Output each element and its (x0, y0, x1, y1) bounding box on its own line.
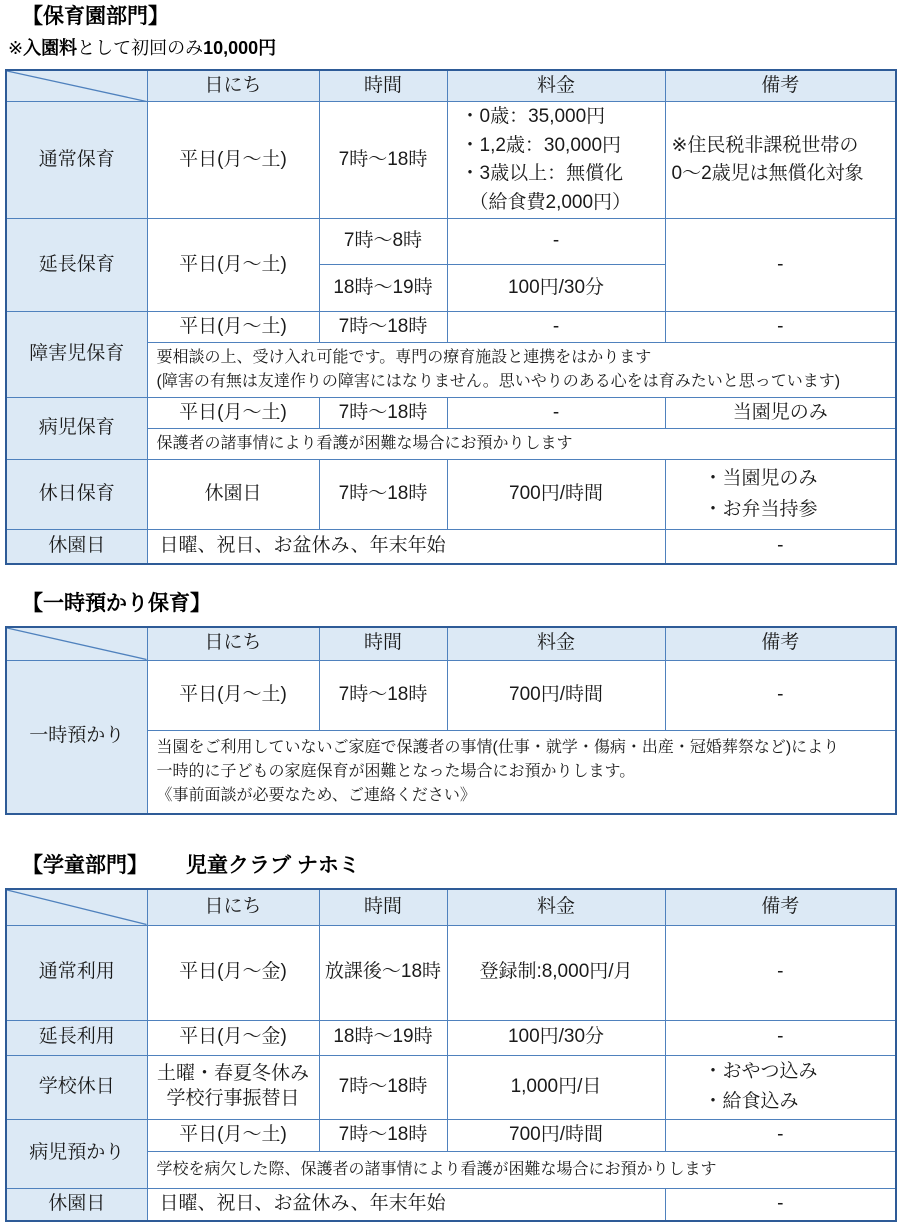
row-encho-riyo (6, 1020, 896, 1055)
section3-title (22, 853, 900, 879)
diagonal-header-cell (6, 627, 147, 660)
byoji-date: 平日(月〜土) (147, 398, 319, 429)
row-label-encho-riyo: 延長利用 (6, 1020, 147, 1055)
diagonal-line-icon (7, 628, 147, 660)
col-header-date: 日にち (147, 70, 319, 102)
byoji-fee: - (447, 398, 665, 429)
tsujo-riyo-time: 放課後〜18時 (319, 925, 447, 1020)
row-kyujitsu-hoiku (6, 460, 896, 530)
row-label-ichiji-azukari: 一時預かり (6, 660, 147, 814)
remarks-line: ・当園児のみ (703, 468, 818, 490)
row-byoji-azukari (6, 1119, 896, 1151)
row-label-kyuenbi: 休園日 (6, 530, 147, 564)
row-label-shogaiji-hoiku: 障害児保育 (6, 312, 147, 398)
section1-title: 【保育園部門】 (22, 5, 169, 28)
col-header-date: 日にち (147, 627, 319, 660)
row-tsujo-riyo (6, 925, 896, 1020)
col-header-remarks: 備考 (665, 70, 896, 102)
kyujitsu-date: 休園日 (147, 460, 319, 530)
tsujo-date: 平日(月〜土) (147, 102, 319, 219)
col-header-time: 時間 (319, 889, 447, 925)
row-label-byoji-hoiku: 病児保育 (6, 398, 147, 460)
shogaiji-time: 7時〜18時 (319, 312, 447, 343)
encho-riyo-fee: 100円/30分 (447, 1020, 665, 1055)
remarks-line: ・おやつ込み (703, 1060, 818, 1082)
ichiji-remarks: - (665, 660, 896, 730)
encho-time-2: 18時〜19時 (319, 265, 447, 312)
col-header-fee: 料金 (447, 627, 665, 660)
encho-riyo-remarks: - (665, 1020, 896, 1055)
encho-riyo-time: 18時〜19時 (319, 1020, 447, 1055)
encho-time-1: 7時〜8時 (319, 219, 447, 265)
table1-header-row (6, 70, 896, 102)
kyujitsu-remarks (665, 460, 896, 530)
shogaiji-note-cell (147, 343, 896, 398)
note-mid: として初回のみ (77, 38, 204, 59)
tsujo-fee-list (447, 102, 665, 219)
byoji-note-cell: 保護者の諸事情により看護が困難な場合にお預かりします (147, 429, 896, 460)
remarks-line: ・お弁当持参 (703, 498, 818, 520)
col-header-fee: 料金 (447, 889, 665, 925)
encho-remarks: - (665, 219, 896, 312)
kyuenbi-gakudo-remarks: - (665, 1188, 896, 1221)
shogaiji-fee: - (447, 312, 665, 343)
kyuenbi-gakudo-dates: 日曜、祝日、お盆休み、年末年始 (147, 1188, 665, 1221)
gakudo-fee-table (5, 888, 897, 1222)
table2-header-row (6, 627, 896, 660)
date-line: 学校行事振替日 (166, 1088, 300, 1110)
note-bold-amount: 10,000円 (203, 38, 277, 59)
tsujo-riyo-fee: 登録制:8,000円/月 (447, 925, 665, 1020)
note-line: 一時的に子どもの家庭保育が困難となった場合にお預かりします。 (156, 762, 636, 780)
section1-entry-fee-note (8, 37, 900, 60)
row-ichiji-azukari (6, 660, 896, 730)
byoji-azukari-remarks: - (665, 1119, 896, 1151)
remarks-line: ・給食込み (703, 1091, 799, 1113)
ichiji-time: 7時〜18時 (319, 660, 447, 730)
row-label-kyujitsu-hoiku: 休日保育 (6, 460, 147, 530)
shogaiji-remarks: - (665, 312, 896, 343)
diagonal-header-cell (6, 70, 147, 102)
row-encho-hoiku-1 (6, 219, 896, 265)
row-label-tsujo-hoiku: 通常保育 (6, 102, 147, 219)
tsujo-riyo-date: 平日(月〜金) (147, 925, 319, 1020)
byoji-azukari-fee: 700円/時間 (447, 1119, 665, 1151)
encho-date: 平日(月〜土) (147, 219, 319, 312)
date-line: 土曜・春夏冬休み (156, 1063, 309, 1085)
kyujitsu-fee: 700円/時間 (447, 460, 665, 530)
col-header-time: 時間 (319, 627, 447, 660)
tsujo-remarks (665, 102, 896, 219)
row-kyuenbi (6, 530, 896, 564)
byoji-azukari-date: 平日(月〜土) (147, 1119, 319, 1151)
note-bold-entry-fee: 入園料 (23, 38, 78, 59)
hoikuen-fee-table (5, 69, 897, 565)
tsujo-time: 7時〜18時 (319, 102, 447, 219)
row-label-kyuenbi-gakudo: 休園日 (6, 1188, 147, 1221)
col-header-remarks: 備考 (665, 627, 896, 660)
col-header-remarks: 備考 (665, 889, 896, 925)
remarks-line: ※住民税非課税世帯の (671, 134, 859, 156)
gakko-remarks (665, 1055, 896, 1119)
section2-title: 【一時預かり保育】 (22, 591, 211, 615)
diagonal-line-icon (7, 71, 147, 102)
note-line: 《事前面談が必要なため、ご連絡ください》 (156, 786, 476, 804)
row-tsujo-hoiku (6, 102, 896, 219)
ichiji-azukari-table (5, 626, 897, 815)
byoji-azukari-note-cell: 学校を病欠した際、保護者の諸事情により看護が困難な場合にお預かりします (147, 1151, 896, 1188)
row-label-gakko-kyujitsu: 学校休日 (6, 1055, 147, 1119)
ichiji-date: 平日(月〜土) (147, 660, 319, 730)
encho-fee-2: 100円/30分 (447, 265, 665, 312)
col-header-fee: 料金 (447, 70, 665, 102)
encho-fee-1: - (447, 219, 665, 265)
fee-line: ・1,2歳：30,000円 (460, 134, 622, 156)
gakko-fee: 1,000円/日 (447, 1055, 665, 1119)
note-line: (障害の有無は友達作りの障害にはなりません。思いやりのある心をは育みたいと思っています) (156, 373, 841, 391)
note-line: 要相談の上、受け入れ可能です。専門の療育施設と連携をはかります (156, 349, 652, 367)
row-label-encho-hoiku: 延長保育 (6, 219, 147, 312)
ichiji-note-cell (147, 730, 896, 814)
col-header-time: 時間 (319, 70, 447, 102)
kyuenbi-dates: 日曜、祝日、お盆休み、年末年始 (147, 530, 665, 564)
kyujitsu-time: 7時〜18時 (319, 460, 447, 530)
fee-line: ・0歳：35,000円 (460, 106, 606, 128)
gakko-dates (147, 1055, 319, 1119)
row-gakko-kyujitsu (6, 1055, 896, 1119)
table3-header-row (6, 889, 896, 925)
ichiji-fee: 700円/時間 (447, 660, 665, 730)
tsujo-riyo-remarks: - (665, 925, 896, 1020)
gakko-time: 7時〜18時 (319, 1055, 447, 1119)
note-line: 当園をご利用していないご家庭で保護者の事情(仕事・就学・傷病・出産・冠婚葬祭など)により (156, 738, 840, 756)
fee-line: ・3歳以上：無償化 (460, 163, 624, 185)
section3-title-club-name: 児童クラブ ナホミ (186, 854, 360, 877)
row-byoji-hoiku (6, 398, 896, 429)
shogaiji-date: 平日(月〜土) (147, 312, 319, 343)
col-header-date: 日にち (147, 889, 319, 925)
row-shogaiji-hoiku (6, 312, 896, 343)
byoji-remarks: 当園児のみ (665, 398, 896, 429)
fee-line: （給食費2,000円） (469, 191, 632, 213)
section3-title-main: 【学童部門】 (22, 854, 148, 877)
encho-riyo-date: 平日(月〜金) (147, 1020, 319, 1055)
remarks-line: 0〜2歳児は無償化対象 (671, 163, 864, 185)
note-prefix: ※ (8, 38, 24, 59)
row-label-byoji-azukari: 病児預かり (6, 1119, 147, 1188)
byoji-time: 7時〜18時 (319, 398, 447, 429)
diagonal-line-icon (7, 890, 147, 925)
diagonal-header-cell (6, 889, 147, 925)
byoji-azukari-time: 7時〜18時 (319, 1119, 447, 1151)
row-kyuenbi-gakudo (6, 1188, 896, 1221)
kyuenbi-remarks: - (665, 530, 896, 564)
row-label-tsujo-riyo: 通常利用 (6, 925, 147, 1020)
